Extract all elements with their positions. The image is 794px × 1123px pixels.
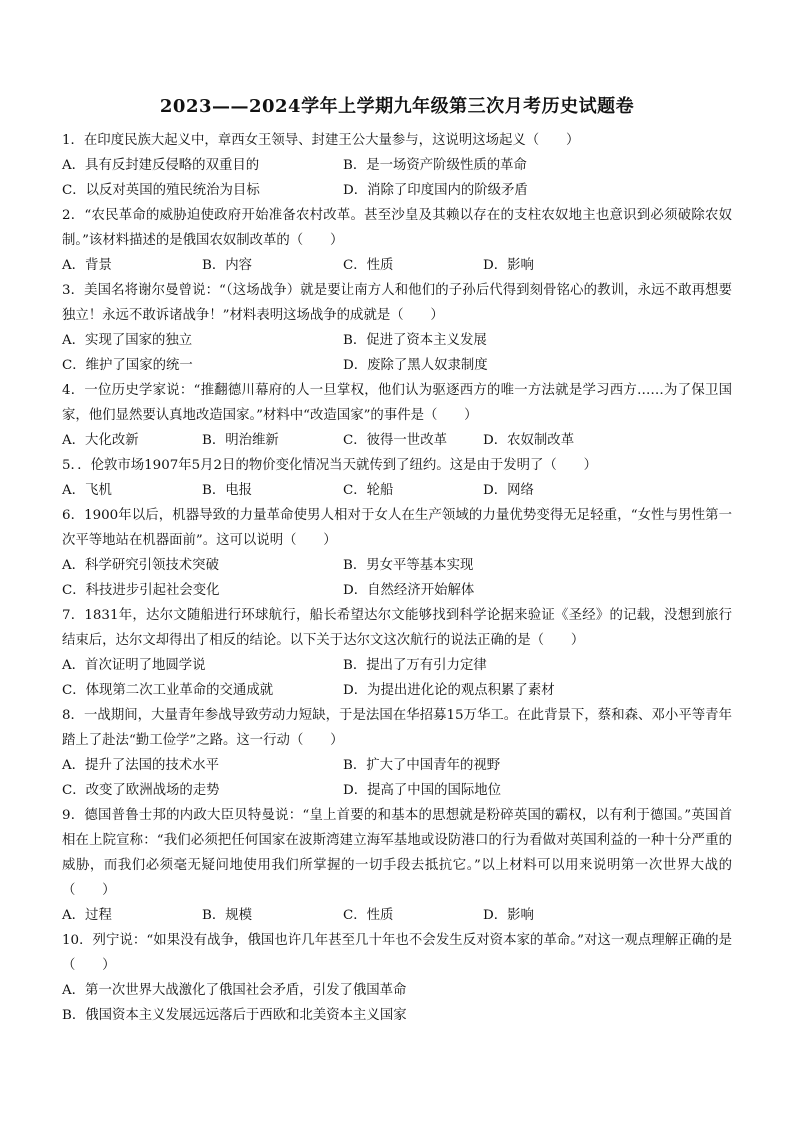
option-B: B．男女平等基本实现 bbox=[343, 558, 474, 573]
option-A: A．提升了法国的技术水平 bbox=[62, 758, 219, 773]
option-group bbox=[62, 153, 732, 203]
option-group bbox=[62, 653, 732, 703]
option-B: B．电报 bbox=[202, 483, 253, 498]
option-group bbox=[62, 753, 732, 803]
option-A: A．大化改新 bbox=[62, 433, 139, 448]
question-5 bbox=[62, 453, 732, 503]
option-C: C．体现第二次工业革命的交通成就 bbox=[62, 683, 274, 698]
question-4 bbox=[62, 378, 732, 453]
question-stem: 6．1900年以后，机器导致的力量革命使男人相对于女人在生产领域的力量优势变得无足轻重，“女性与男性第一次平等地站在机器面前”。这可以说明（ ） bbox=[62, 508, 732, 548]
option-A: A．具有反封建反侵略的双重目的 bbox=[62, 158, 260, 173]
question-3 bbox=[62, 278, 732, 378]
question-stem: 4．一位历史学家说：“推翻德川幕府的人一旦掌权，他们认为驱逐西方的唯一方法就是学习西方……为了保卫国家，他们显然要认真地改造国家。”材料中“改造国家”的事件是（ ） bbox=[62, 383, 732, 423]
option-group bbox=[62, 328, 732, 378]
option-D: D．消除了印度国内的阶级矛盾 bbox=[343, 183, 528, 198]
option-D: D．农奴制改革 bbox=[483, 433, 575, 448]
option-B: B．明治维新 bbox=[202, 433, 279, 448]
option-C: C．改变了欧洲战场的走势 bbox=[62, 783, 220, 798]
question-stem: 3．美国名将谢尔曼曾说：“（这场战争）就是要让南方人和他们的子孙后代得到刻骨铭心的教训，永远不敢再想要独立！永远不敢诉诸战争！”材料表明这场战争的成就是（ ） bbox=[62, 283, 732, 323]
question-stem: 5．．伦敦市场1907年5月2日的物价变化情况当天就传到了纽约。这是由于发明了（ ） bbox=[62, 458, 597, 473]
option-group bbox=[62, 253, 732, 278]
question-stem: 1．在印度民族大起义中，章西女王领导、封建王公大量参与，这说明这场起义（ ） bbox=[62, 133, 580, 148]
exam-title: 2023——2024学年上学期九年级第三次月考历史试题卷 bbox=[159, 96, 635, 117]
option-D: D．网络 bbox=[483, 483, 534, 498]
option-B: B．内容 bbox=[202, 258, 253, 273]
option-C: C．性质 bbox=[343, 258, 394, 273]
question-7 bbox=[62, 603, 732, 703]
question-10 bbox=[62, 928, 732, 1028]
option-C: C．彼得一世改革 bbox=[343, 433, 447, 448]
question-stem: 10．列宁说：“如果没有战争，俄国也许几年甚至几十年也不会发生反对资本家的革命。”对这一观点理解正确的是（ ） bbox=[62, 933, 732, 973]
option-D: D．影响 bbox=[483, 258, 534, 273]
option-C: C．轮船 bbox=[343, 483, 394, 498]
option-group bbox=[62, 428, 732, 453]
option-A: A．背景 bbox=[62, 258, 112, 273]
option-A: A．实现了国家的独立 bbox=[62, 333, 193, 348]
option-group bbox=[62, 903, 732, 928]
option-B: B．规模 bbox=[202, 908, 253, 923]
option-B: B．俄国资本主义发展远远落后于西欧和北美资本主义国家 bbox=[62, 1008, 407, 1023]
exam-page bbox=[62, 92, 732, 1028]
option-D: D．自然经济开始解体 bbox=[343, 583, 475, 598]
option-D: D．为提出进化论的观点积累了素材 bbox=[343, 683, 555, 698]
option-C: C．科技进步引起社会变化 bbox=[62, 583, 220, 598]
question-1 bbox=[62, 128, 732, 203]
option-C: C．性质 bbox=[343, 908, 394, 923]
option-B: B．扩大了中国青年的视野 bbox=[343, 758, 501, 773]
question-2 bbox=[62, 203, 732, 278]
question-stem: 2．“农民革命的威胁迫使政府开始准备农村改革。甚至沙皇及其赖以存在的支柱农奴地主也意识到必须破除农奴制。”该材料描述的是俄国农奴制改革的（ ） bbox=[62, 208, 732, 248]
option-group bbox=[62, 978, 732, 1028]
option-A: A．第一次世界大战激化了俄国社会矛盾，引发了俄国革命 bbox=[62, 983, 407, 998]
option-group bbox=[62, 553, 732, 603]
option-B: B．是一场资产阶级性质的革命 bbox=[343, 158, 527, 173]
option-C: C．维护了国家的统一 bbox=[62, 358, 193, 373]
option-B: B．促进了资本主义发展 bbox=[343, 333, 487, 348]
option-C: C．以反对英国的殖民统治为目标 bbox=[62, 183, 260, 198]
option-group bbox=[62, 478, 732, 503]
option-D: D．影响 bbox=[483, 908, 534, 923]
question-stem: 9．德国普鲁士邦的内政大臣贝特曼说：“皇上首要的和基本的思想就是粉碎英国的霸权，以有利于德国。”英国首相在上院宣称：“我们必须把任何国家在波斯湾建立海军基地或设防港口的行为看做对英国利益的一种十分严重的威胁，而我们必须毫无疑问地使用我们所掌握的一切手段去抵抗它。”以上材料可以用来说明第一次世界大战的（ ） bbox=[62, 808, 732, 898]
option-A: A．飞机 bbox=[62, 483, 112, 498]
option-A: A．过程 bbox=[62, 908, 112, 923]
option-A: A．科学研究引领技术突破 bbox=[62, 558, 219, 573]
question-8 bbox=[62, 703, 732, 803]
option-A: A．首次证明了地圆学说 bbox=[62, 658, 206, 673]
question-6 bbox=[62, 503, 732, 603]
question-list bbox=[62, 128, 732, 1028]
option-B: B．提出了万有引力定律 bbox=[343, 658, 487, 673]
option-D: D．废除了黑人奴隶制度 bbox=[343, 358, 488, 373]
option-D: D．提高了中国的国际地位 bbox=[343, 783, 502, 798]
question-stem: 8．一战期间，大量青年参战导致劳动力短缺，于是法国在华招募15万华工。在此背景下，蔡和森、邓小平等青年踏上了赴法“勤工俭学”之路。这一行动（ ） bbox=[62, 708, 732, 748]
question-9 bbox=[62, 803, 732, 928]
question-stem: 7．1831年，达尔文随船进行环球航行，船长希望达尔文能够找到科学论据来验证《圣经》的记载，没想到旅行结束后，达尔文却得出了相反的结论。以下关于达尔文这次航行的说法正确的是（ ） bbox=[62, 608, 732, 648]
